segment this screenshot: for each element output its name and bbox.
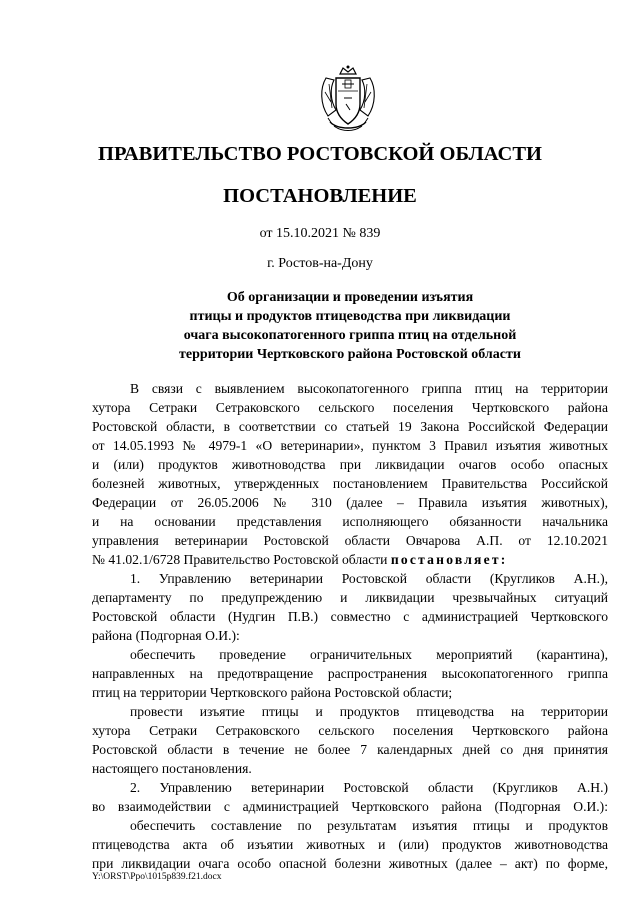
text-line: и (или) продуктов животноводства при ликвидации очагов особо опасных xyxy=(92,457,608,472)
text-line: 1. Управлению ветеринарии Ростовской области (Кругликов А.Н.), xyxy=(130,571,608,586)
decree-body xyxy=(92,569,608,873)
text-line: управления ветеринарии Ростовской области Овчарова А.П. от 12.10.2021 xyxy=(92,533,608,548)
decree-word: постановляет: xyxy=(390,552,508,567)
text-line: Федерации от 26.05.2006 № 310 (далее – Правила изъятия животных), xyxy=(92,495,608,510)
date-number-line: от 15.10.2021 № 839 xyxy=(259,226,381,241)
text-line: при ликвидации очага особо опасной болезни животных (далее – акт) по форме, xyxy=(92,856,608,871)
document-type-title: ПОСТАНОВЛЕНИЕ xyxy=(223,185,417,207)
text-line: обеспечить составление по результатам изъятия птицы и продуктов xyxy=(130,818,608,833)
preamble-last-text: № 41.02.1/6728 Правительство Ростовской области xyxy=(92,552,388,567)
text-line: района (Подгорная О.И.): xyxy=(92,628,240,643)
text-line: Ростовской области в течение не более 7 календарных дней со дня принятия xyxy=(92,742,608,757)
text-line xyxy=(92,550,608,569)
text-line: хутора Сетраки Сетраковского сельского поселения Чертковского района xyxy=(92,723,608,738)
text-line: от 14.05.1993 № 4979-1 «О ветеринарии», пунктом 3 Правил изъятия животных xyxy=(92,438,608,453)
text-line: птицеводства акта об изъятии животных и (или) продуктов животноводства xyxy=(92,837,608,852)
text-line: Ростовской области (Нудгин П.В.) совместно с администрацией Чертковского xyxy=(92,609,608,624)
text-line: обеспечить проведение ограничительных мероприятий (карантина), xyxy=(130,647,608,662)
preamble-paragraph xyxy=(92,379,608,569)
text-line: провести изъятие птицы и продуктов птицеводства на территории xyxy=(130,704,608,719)
text-line: департаменту по предупреждению и ликвидации чрезвычайных ситуаций xyxy=(92,590,608,605)
text-line: хутора Сетраки Сетраковского сельского поселения Чертковского района xyxy=(92,400,608,415)
document-subject xyxy=(150,288,550,364)
text-line: направленных на предотвращение распространения высокопатогенного гриппа xyxy=(92,666,608,681)
text-line: во взаимодействии с администрацией Чертковского района (Подгорная О.И.): xyxy=(92,799,608,814)
text-line: Ростовской области, в соответствии со статьей 19 Закона Российской Федерации xyxy=(92,419,608,434)
coat-of-arms-emblem xyxy=(316,64,380,134)
subject-line: Об организации и проведении изъятия xyxy=(226,290,474,305)
subject-line: очага высокопатогенного гриппа птиц на отдельной xyxy=(183,328,517,343)
text-line: В связи с выявлением высокопатогенного гриппа птиц на территории xyxy=(130,381,608,396)
text-line: и на основании представления исполняющего обязанности начальника xyxy=(92,514,608,529)
subject-line: птицы и продуктов птицеводства при ликвидации xyxy=(189,309,511,324)
subject-line: территории Чертковского района Ростовской области xyxy=(179,347,521,362)
organization-title: ПРАВИТЕЛЬСТВО РОСТОВСКОЙ ОБЛАСТИ xyxy=(98,143,542,165)
text-line: птиц на территории Чертковского района Ростовской области; xyxy=(92,685,453,700)
city-line: г. Ростов-на-Дону xyxy=(267,256,373,271)
text-line: настоящего постановления. xyxy=(92,761,252,776)
text-line: болезней животных, утвержденных постановлением Правительства Российской xyxy=(92,476,608,491)
text-line: 2. Управлению ветеринарии Ростовской области (Кругликов А.Н.) xyxy=(130,780,608,795)
file-path-footer: Y:\ORST\Ppo\1015p839.f21.docx xyxy=(92,872,222,882)
